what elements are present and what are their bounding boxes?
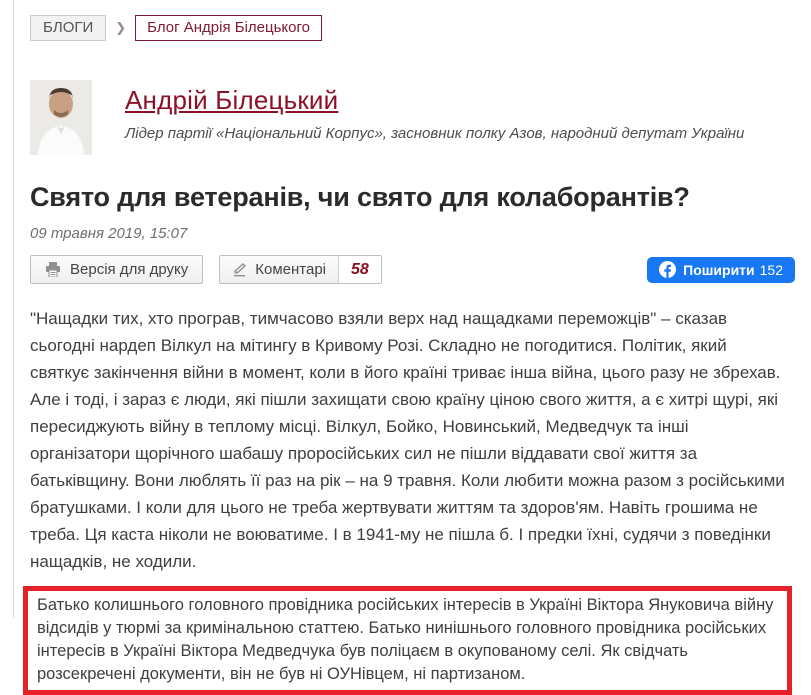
article-title: Свято для ветеранів, чи свято для колаборантів? — [30, 182, 690, 212]
article-date: 09 травня 2019, 15:07 — [30, 225, 188, 242]
print-version-button[interactable] — [30, 255, 203, 284]
breadcrumb-current-blog-link[interactable]: Блог Андрія Білецького — [135, 15, 322, 41]
article-toolbar — [30, 255, 796, 284]
highlighted-paragraph-text: Батько колишнього головного провідника російських інтересів в Україні Віктора Януковича війну відсидів у тюрмі за кримінальною статтею. Батько нинішнього головного провідника російських інтересів в Україні Віктора Медведчука був поліцаєм в окупованому селі. Як свідчать розсекречені документи, він не був ні ОУНівцем, ні партизаном. — [37, 596, 774, 683]
highlighted-paragraph-box — [23, 586, 792, 695]
author-photo — [30, 80, 92, 155]
printer-icon — [45, 262, 61, 277]
blog-article-page — [30, 0, 796, 695]
facebook-share-button[interactable] — [647, 257, 795, 283]
comments-count-badge: 58 — [339, 256, 381, 283]
facebook-share-label: Поширити — [683, 261, 755, 278]
facebook-share-count: 152 — [759, 261, 783, 278]
page-left-divider — [13, 0, 14, 618]
author-info — [125, 80, 744, 142]
author-card — [30, 80, 796, 155]
author-name-link[interactable]: Андрій Білецький — [125, 85, 339, 115]
breadcrumb-arrow-icon: ❯ — [115, 20, 127, 35]
comments-label: Коментарі — [255, 261, 327, 278]
breadcrumb-blogs-link[interactable]: БЛОГИ — [30, 15, 106, 41]
facebook-icon — [659, 261, 676, 278]
article-paragraph: "Нащадки тих, хто програв, тимчасово взяли верх над нащадками переможців" – сказав сьогодні нардеп Вілкул на мітингу в Кривому Розі. Складно не погодитися. Політик, який святкує закінчення війни в момент, коли в його країні триває інша війна, цього разу не збрехав. Але і тоді, і зараз є люди, які пішли захищати свою країну ціною свого життя, а є хитрі щурі, які пересиджують війну в теплому місці. Вілкул, Бойко, Новинський, Медведчук та інші організатори щорічного шабашу проросійських сил не пішли віддавати свої життя за батьківщину. Вони люблять її раз на рік – на 9 травня. Коли любити можна разом з російськими братушками. І коли для цього не треба жертвувати життям та здоров'ям. Навіть грошима не треба. Ця каста ніколи не воюватиме. І в 1941-му не пішла б. І предки їхні, судячи з поведінки нащадків, не ходили. — [30, 309, 785, 571]
print-version-label: Версія для друку — [70, 261, 189, 278]
pencil-icon — [232, 262, 247, 277]
breadcrumb — [30, 15, 796, 41]
comments-button[interactable] — [219, 255, 382, 284]
author-description: Лідер партії «Національний Корпус», засновник полку Азов, народний депутат України — [125, 125, 745, 142]
comments-button-left-segment — [220, 256, 339, 283]
